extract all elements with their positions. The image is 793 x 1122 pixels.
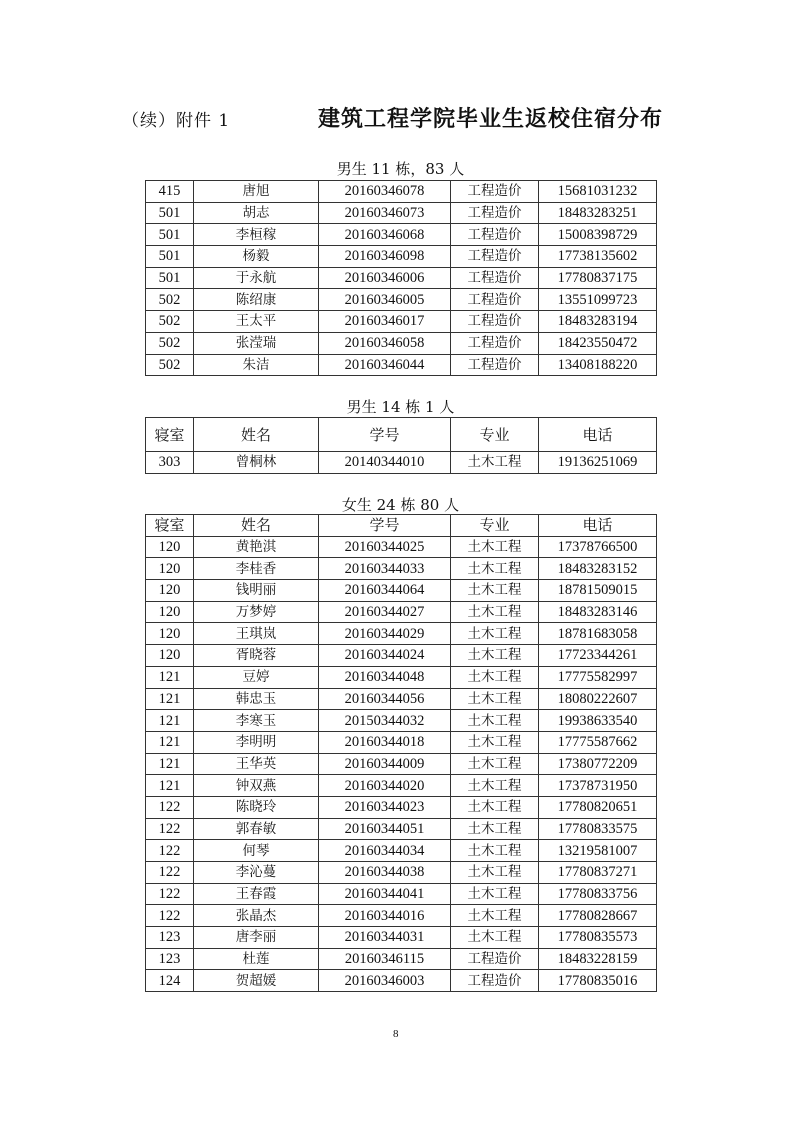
cell-room: 120 bbox=[146, 536, 194, 558]
table-male-building-14 bbox=[145, 417, 657, 474]
cell-room: 124 bbox=[146, 970, 194, 992]
cell-name: 杨毅 bbox=[194, 246, 319, 268]
cell-name: 李桂香 bbox=[194, 558, 319, 580]
cell-phone: 19938633540 bbox=[539, 710, 657, 732]
column-header-phone: 电话 bbox=[539, 515, 657, 537]
cell-room: 501 bbox=[146, 224, 194, 246]
cell-room: 122 bbox=[146, 840, 194, 862]
cell-student-id: 20160346005 bbox=[319, 289, 451, 311]
section-caption-male-11: 男生 11 栋，83 人 bbox=[336, 160, 465, 178]
cell-major: 工程造价 bbox=[451, 202, 539, 224]
cell-room: 120 bbox=[146, 601, 194, 623]
column-header-major: 专业 bbox=[451, 515, 539, 537]
cell-phone: 17780835573 bbox=[539, 927, 657, 949]
table-row bbox=[146, 289, 657, 311]
cell-major: 土木工程 bbox=[451, 452, 539, 474]
cell-room: 122 bbox=[146, 796, 194, 818]
cell-major: 土木工程 bbox=[451, 818, 539, 840]
cell-name: 唐旭 bbox=[194, 181, 319, 203]
cell-name: 万梦婷 bbox=[194, 601, 319, 623]
cell-name: 钟双燕 bbox=[194, 775, 319, 797]
page-number: 8 bbox=[393, 1028, 399, 1040]
cell-name: 杜莲 bbox=[194, 948, 319, 970]
cell-phone: 15681031232 bbox=[539, 181, 657, 203]
column-header-major: 专业 bbox=[451, 418, 539, 452]
table-row bbox=[146, 536, 657, 558]
cell-student-id: 20160344029 bbox=[319, 623, 451, 645]
table-row bbox=[146, 840, 657, 862]
cell-name: 王华英 bbox=[194, 753, 319, 775]
column-header-phone: 电话 bbox=[539, 418, 657, 452]
cell-phone: 18483283194 bbox=[539, 311, 657, 333]
cell-major: 土木工程 bbox=[451, 775, 539, 797]
column-header-room: 寝室 bbox=[146, 418, 194, 452]
cell-student-id: 20160344041 bbox=[319, 883, 451, 905]
cell-name: 钱明丽 bbox=[194, 580, 319, 602]
cell-student-id: 20160344048 bbox=[319, 666, 451, 688]
cell-room: 121 bbox=[146, 775, 194, 797]
cell-student-id: 20160344009 bbox=[319, 753, 451, 775]
table-row bbox=[146, 927, 657, 949]
cell-major: 工程造价 bbox=[451, 970, 539, 992]
cell-room: 121 bbox=[146, 753, 194, 775]
cell-name: 张滢瑞 bbox=[194, 332, 319, 354]
table-row bbox=[146, 354, 657, 376]
cell-major: 土木工程 bbox=[451, 710, 539, 732]
cell-student-id: 20160344056 bbox=[319, 688, 451, 710]
table-row bbox=[146, 970, 657, 992]
cell-room: 121 bbox=[146, 731, 194, 753]
cell-major: 土木工程 bbox=[451, 623, 539, 645]
cell-name: 李寒玉 bbox=[194, 710, 319, 732]
cell-phone: 18781683058 bbox=[539, 623, 657, 645]
cell-major: 工程造价 bbox=[451, 289, 539, 311]
cell-major: 土木工程 bbox=[451, 862, 539, 884]
cell-major: 工程造价 bbox=[451, 311, 539, 333]
cell-student-id: 20160344024 bbox=[319, 645, 451, 667]
cell-phone: 18483283146 bbox=[539, 601, 657, 623]
cell-major: 土木工程 bbox=[451, 796, 539, 818]
cell-phone: 13408188220 bbox=[539, 354, 657, 376]
cell-student-id: 20160346115 bbox=[319, 948, 451, 970]
table-row bbox=[146, 666, 657, 688]
cell-phone: 19136251069 bbox=[539, 452, 657, 474]
cell-room: 121 bbox=[146, 710, 194, 732]
cell-student-id: 20160344064 bbox=[319, 580, 451, 602]
cell-major: 工程造价 bbox=[451, 948, 539, 970]
table-row bbox=[146, 332, 657, 354]
cell-student-id: 20160344034 bbox=[319, 840, 451, 862]
cell-room: 120 bbox=[146, 645, 194, 667]
table-row bbox=[146, 202, 657, 224]
cell-student-id: 20160346058 bbox=[319, 332, 451, 354]
cell-major: 土木工程 bbox=[451, 601, 539, 623]
cell-phone: 17775587662 bbox=[539, 731, 657, 753]
cell-student-id: 20160344016 bbox=[319, 905, 451, 927]
cell-phone: 17780820651 bbox=[539, 796, 657, 818]
table-row bbox=[146, 753, 657, 775]
cell-room: 303 bbox=[146, 452, 194, 474]
table-male-building-11 bbox=[145, 180, 657, 376]
cell-major: 土木工程 bbox=[451, 840, 539, 862]
cell-name: 张晶杰 bbox=[194, 905, 319, 927]
cell-student-id: 20160344033 bbox=[319, 558, 451, 580]
cell-student-id: 20150344032 bbox=[319, 710, 451, 732]
cell-student-id: 20160346078 bbox=[319, 181, 451, 203]
table-female-building-24 bbox=[145, 514, 657, 992]
cell-student-id: 20160346003 bbox=[319, 970, 451, 992]
table-row bbox=[146, 862, 657, 884]
cell-room: 121 bbox=[146, 688, 194, 710]
cell-phone: 17780837271 bbox=[539, 862, 657, 884]
cell-student-id: 20160344031 bbox=[319, 927, 451, 949]
cell-room: 122 bbox=[146, 905, 194, 927]
column-header-name: 姓名 bbox=[194, 418, 319, 452]
cell-student-id: 20160346098 bbox=[319, 246, 451, 268]
cell-student-id: 20160344023 bbox=[319, 796, 451, 818]
cell-phone: 17380772209 bbox=[539, 753, 657, 775]
table-row bbox=[146, 267, 657, 289]
cell-phone: 17780828667 bbox=[539, 905, 657, 927]
cell-room: 120 bbox=[146, 623, 194, 645]
table-row bbox=[146, 710, 657, 732]
table-row bbox=[146, 796, 657, 818]
cell-room: 501 bbox=[146, 246, 194, 268]
cell-student-id: 20160346044 bbox=[319, 354, 451, 376]
table-row bbox=[146, 883, 657, 905]
table-header-row bbox=[146, 418, 657, 452]
cell-room: 501 bbox=[146, 267, 194, 289]
cell-student-id: 20160344027 bbox=[319, 601, 451, 623]
table-row bbox=[146, 623, 657, 645]
cell-name: 李沁蔓 bbox=[194, 862, 319, 884]
cell-name: 何琴 bbox=[194, 840, 319, 862]
cell-phone: 17775582997 bbox=[539, 666, 657, 688]
cell-student-id: 20140344010 bbox=[319, 452, 451, 474]
cell-major: 土木工程 bbox=[451, 666, 539, 688]
cell-room: 123 bbox=[146, 927, 194, 949]
cell-major: 土木工程 bbox=[451, 753, 539, 775]
column-header-room: 寝室 bbox=[146, 515, 194, 537]
cell-major: 土木工程 bbox=[451, 645, 539, 667]
cell-room: 120 bbox=[146, 580, 194, 602]
table-row bbox=[146, 580, 657, 602]
cell-phone: 15008398729 bbox=[539, 224, 657, 246]
cell-student-id: 20160346068 bbox=[319, 224, 451, 246]
cell-name: 陈晓玲 bbox=[194, 796, 319, 818]
cell-phone: 13219581007 bbox=[539, 840, 657, 862]
cell-room: 502 bbox=[146, 289, 194, 311]
cell-name: 韩忠玉 bbox=[194, 688, 319, 710]
cell-major: 土木工程 bbox=[451, 558, 539, 580]
cell-major: 土木工程 bbox=[451, 580, 539, 602]
cell-student-id: 20160344038 bbox=[319, 862, 451, 884]
cell-major: 工程造价 bbox=[451, 246, 539, 268]
cell-phone: 18483283152 bbox=[539, 558, 657, 580]
cell-phone: 13551099723 bbox=[539, 289, 657, 311]
cell-student-id: 20160344025 bbox=[319, 536, 451, 558]
cell-major: 土木工程 bbox=[451, 536, 539, 558]
cell-student-id: 20160344020 bbox=[319, 775, 451, 797]
table-header-row bbox=[146, 515, 657, 537]
cell-name: 王太平 bbox=[194, 311, 319, 333]
table-row bbox=[146, 948, 657, 970]
cell-major: 工程造价 bbox=[451, 267, 539, 289]
table-row bbox=[146, 311, 657, 333]
cell-room: 502 bbox=[146, 332, 194, 354]
table-row bbox=[146, 905, 657, 927]
table-row bbox=[146, 181, 657, 203]
cell-phone: 17378766500 bbox=[539, 536, 657, 558]
cell-phone: 18423550472 bbox=[539, 332, 657, 354]
cell-room: 501 bbox=[146, 202, 194, 224]
cell-phone: 17780833756 bbox=[539, 883, 657, 905]
cell-name: 王琪岚 bbox=[194, 623, 319, 645]
cell-name: 于永航 bbox=[194, 267, 319, 289]
cell-name: 王春霞 bbox=[194, 883, 319, 905]
cell-room: 502 bbox=[146, 311, 194, 333]
section-caption-male-14: 男生 14 栋 1 人 bbox=[346, 398, 455, 416]
cell-name: 贺超媛 bbox=[194, 970, 319, 992]
cell-name: 唐李丽 bbox=[194, 927, 319, 949]
document-title: 建筑工程学院毕业生返校住宿分布 bbox=[318, 107, 664, 132]
cell-student-id: 20160346006 bbox=[319, 267, 451, 289]
cell-student-id: 20160344051 bbox=[319, 818, 451, 840]
cell-name: 胡志 bbox=[194, 202, 319, 224]
cell-name: 朱洁 bbox=[194, 354, 319, 376]
cell-phone: 17780833575 bbox=[539, 818, 657, 840]
cell-room: 122 bbox=[146, 883, 194, 905]
cell-student-id: 20160344018 bbox=[319, 731, 451, 753]
cell-room: 122 bbox=[146, 818, 194, 840]
cell-room: 121 bbox=[146, 666, 194, 688]
cell-name: 李桓稼 bbox=[194, 224, 319, 246]
table-row bbox=[146, 775, 657, 797]
cell-phone: 17723344261 bbox=[539, 645, 657, 667]
cell-name: 郭春敏 bbox=[194, 818, 319, 840]
cell-name: 李明明 bbox=[194, 731, 319, 753]
cell-phone: 18781509015 bbox=[539, 580, 657, 602]
cell-major: 工程造价 bbox=[451, 332, 539, 354]
cell-room: 415 bbox=[146, 181, 194, 203]
cell-room: 122 bbox=[146, 862, 194, 884]
cell-major: 土木工程 bbox=[451, 927, 539, 949]
cell-phone: 17378731950 bbox=[539, 775, 657, 797]
cell-student-id: 20160346017 bbox=[319, 311, 451, 333]
cell-name: 豆婷 bbox=[194, 666, 319, 688]
cell-phone: 18483283251 bbox=[539, 202, 657, 224]
cell-phone: 18080222607 bbox=[539, 688, 657, 710]
table-row bbox=[146, 688, 657, 710]
cell-name: 曾桐林 bbox=[194, 452, 319, 474]
cell-name: 胥晓蓉 bbox=[194, 645, 319, 667]
table-row bbox=[146, 645, 657, 667]
table-row bbox=[146, 246, 657, 268]
cell-phone: 17780835016 bbox=[539, 970, 657, 992]
cell-name: 黄艳淇 bbox=[194, 536, 319, 558]
column-header-student-id: 学号 bbox=[319, 418, 451, 452]
column-header-student-id: 学号 bbox=[319, 515, 451, 537]
table-row bbox=[146, 818, 657, 840]
table-row bbox=[146, 224, 657, 246]
column-header-name: 姓名 bbox=[194, 515, 319, 537]
cell-major: 土木工程 bbox=[451, 688, 539, 710]
section-caption-female-24: 女生 24 栋 80 人 bbox=[341, 496, 460, 514]
cell-major: 土木工程 bbox=[451, 883, 539, 905]
cell-name: 陈绍康 bbox=[194, 289, 319, 311]
table-row bbox=[146, 731, 657, 753]
cell-phone: 17738135602 bbox=[539, 246, 657, 268]
table-row bbox=[146, 601, 657, 623]
cell-room: 120 bbox=[146, 558, 194, 580]
cell-phone: 17780837175 bbox=[539, 267, 657, 289]
cell-major: 土木工程 bbox=[451, 731, 539, 753]
cell-phone: 18483228159 bbox=[539, 948, 657, 970]
cell-major: 工程造价 bbox=[451, 354, 539, 376]
cell-student-id: 20160346073 bbox=[319, 202, 451, 224]
cell-major: 工程造价 bbox=[451, 181, 539, 203]
cell-major: 土木工程 bbox=[451, 905, 539, 927]
cell-room: 502 bbox=[146, 354, 194, 376]
attachment-label: （续）附件 1 bbox=[122, 111, 231, 131]
table-row bbox=[146, 452, 657, 474]
table-row bbox=[146, 558, 657, 580]
cell-major: 工程造价 bbox=[451, 224, 539, 246]
cell-room: 123 bbox=[146, 948, 194, 970]
